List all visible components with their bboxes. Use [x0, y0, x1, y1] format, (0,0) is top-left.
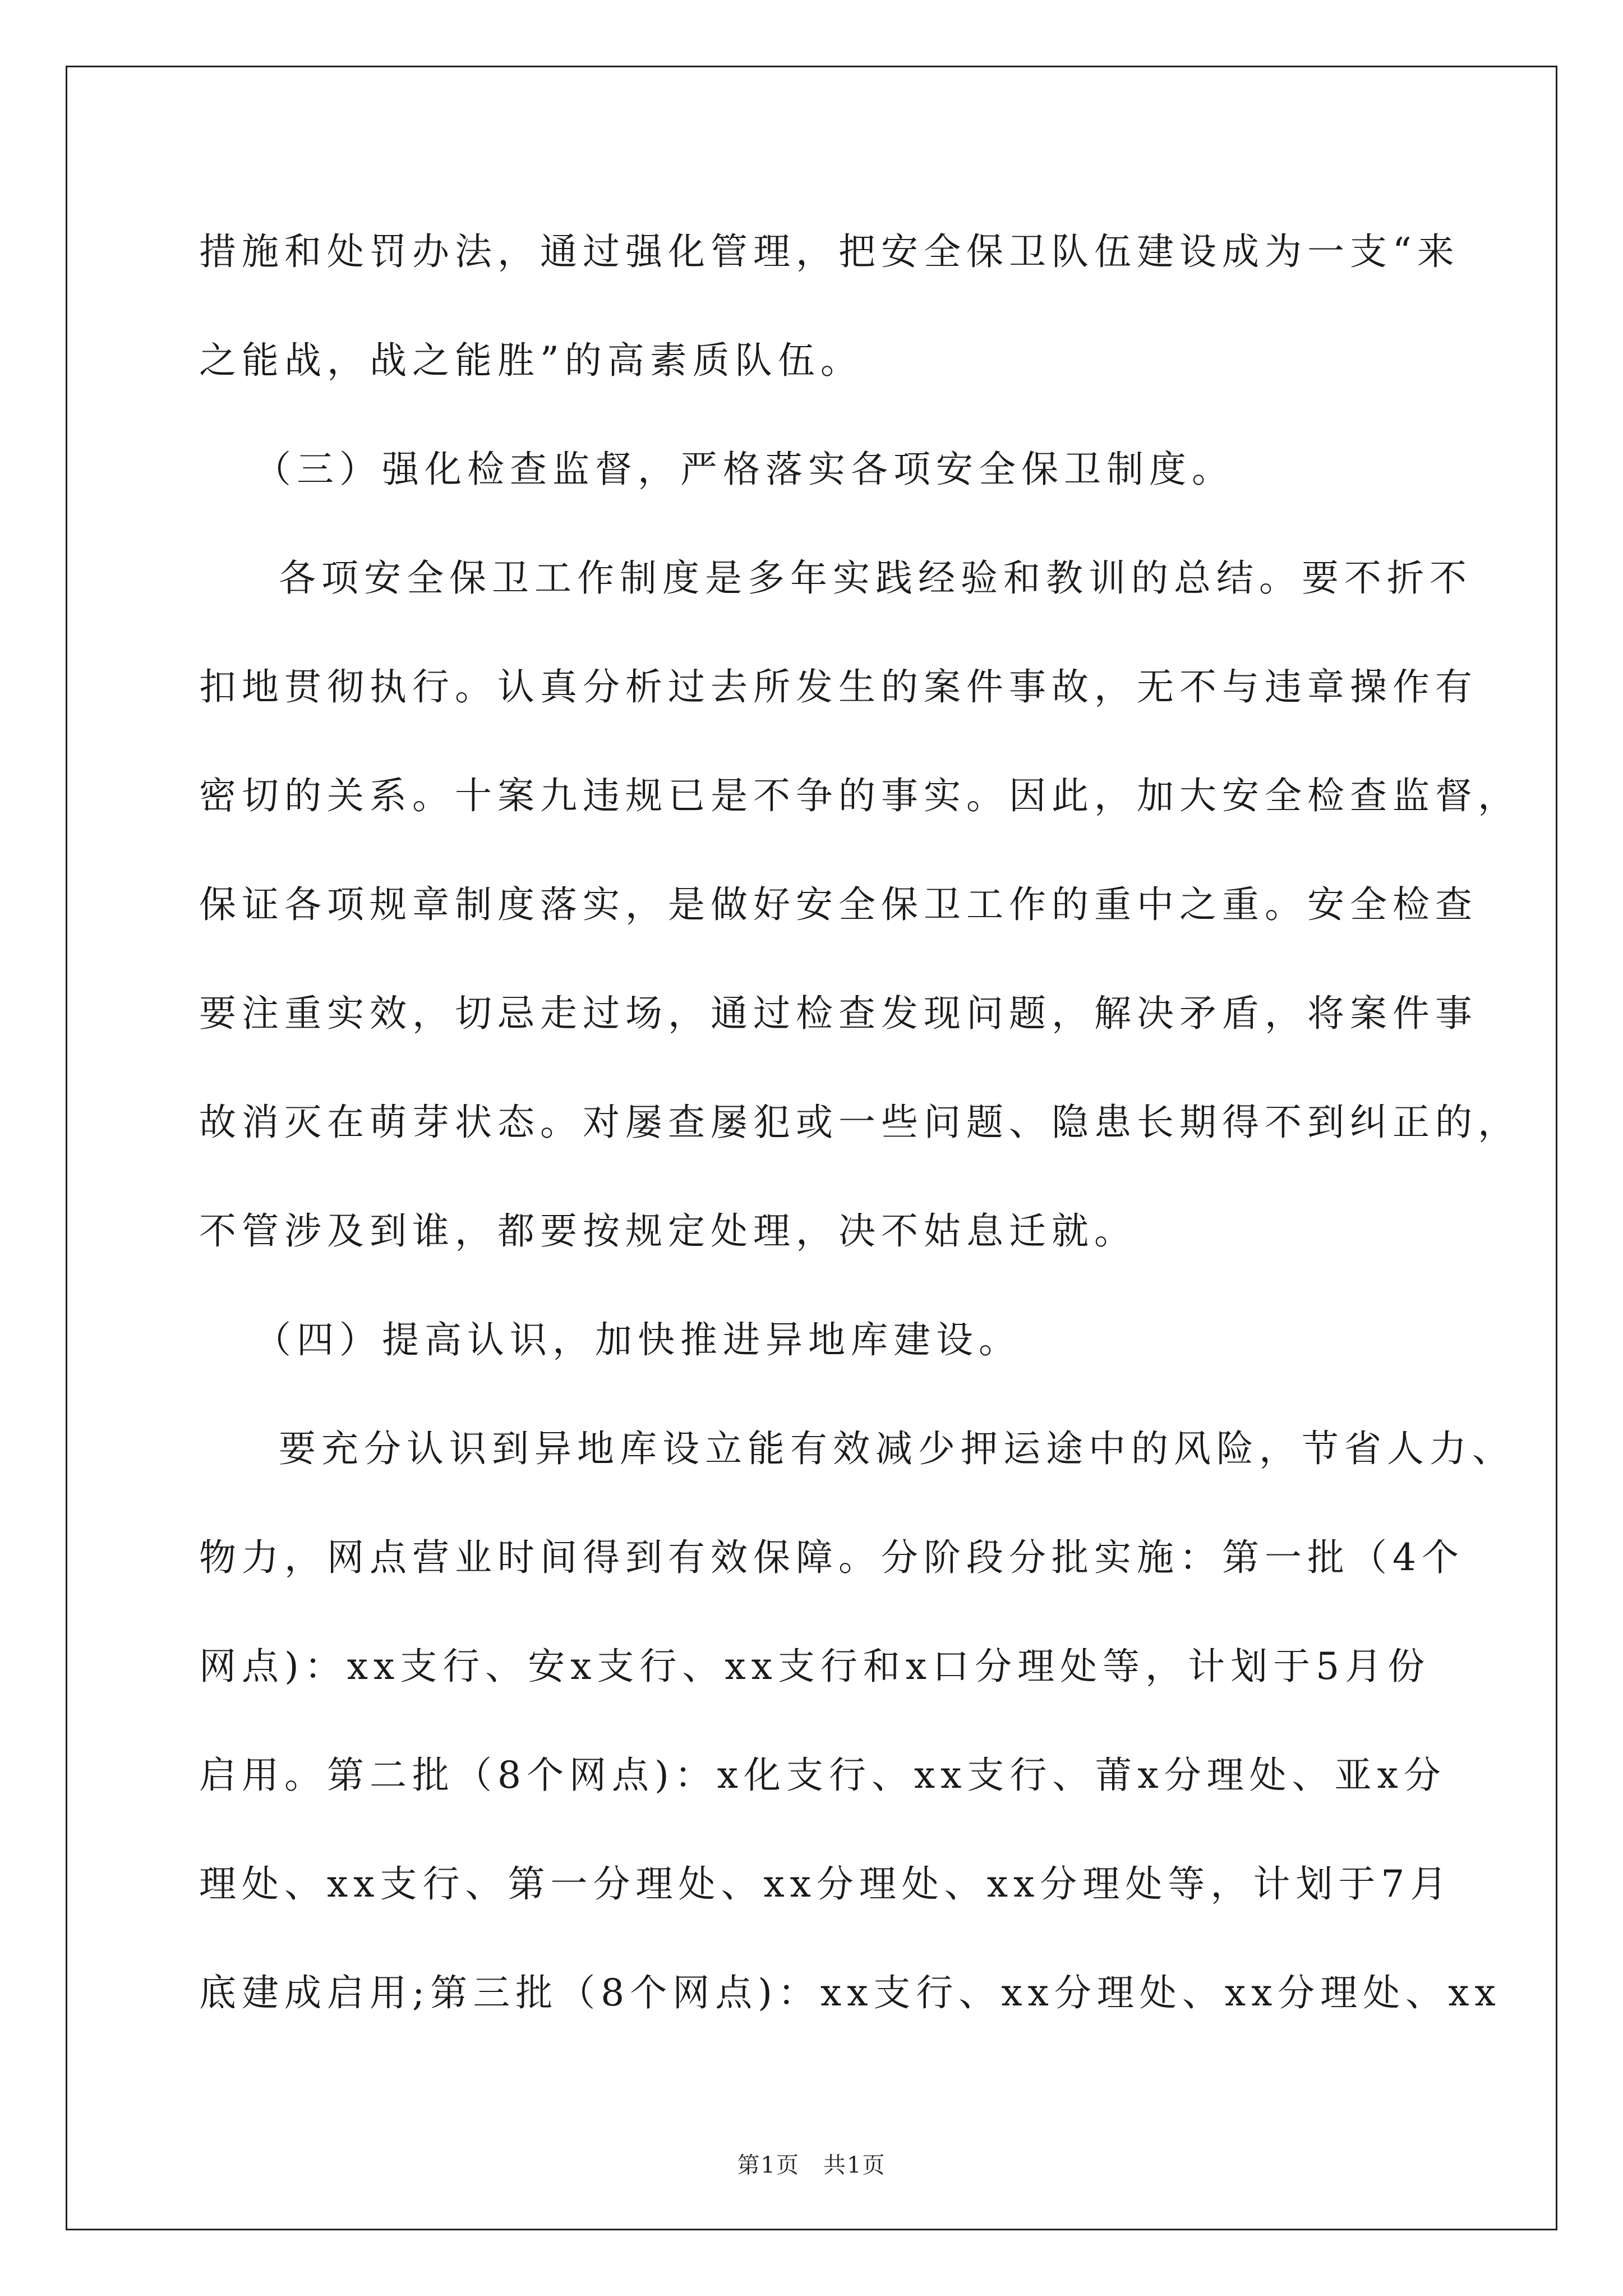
document-body — [199, 197, 1520, 2047]
page-number-footer: 第1页 共1页 — [737, 2152, 886, 2178]
body-line: 之能战，战之能胜”的高素质队伍。 — [199, 339, 863, 382]
section-heading: （四）提高认识，加快推进异地库建设。 — [254, 1318, 1021, 1361]
body-line: 底建成启用;第三批（8个网点)：xx支行、xx分理处、xx分理处、xx — [199, 1971, 1501, 2014]
body-line: 不管涉及到谁，都要按规定处理，决不姑息迁就。 — [199, 1209, 1137, 1253]
paragraph-first-line: 各项安全保卫工作制度是多年实践经验和教训的总结。要不折不 — [279, 556, 1472, 600]
section-heading: （三）强化检查监督，严格落实各项安全保卫制度。 — [254, 448, 1234, 491]
body-line: 密切的关系。十案九违规已是不争的事实。因此，加大安全检查监督， — [199, 774, 1520, 817]
body-line: 理处、xx支行、第一分理处、xx分理处、xx分理处等，计划于7月 — [199, 1862, 1453, 1906]
body-line: 启用。第二批（8个网点)：x化支行、xx支行、莆x分理处、亚x分 — [199, 1754, 1446, 1797]
body-line: 故消灭在萌芽状态。对屡查屡犯或一些问题、隐患长期得不到纠正的， — [199, 1101, 1520, 1144]
paragraph-first-line: 要充分认识到异地库设立能有效减少押运途中的风险，节省人力、 — [279, 1427, 1515, 1470]
body-line: 措施和处罚办法，通过强化管理，把安全保卫队伍建设成为一支“来 — [199, 230, 1460, 273]
body-line: 网点)：xx支行、安x支行、xx支行和x口分理处等，计划于5月份 — [199, 1645, 1431, 1688]
body-line: 扣地贯彻执行。认真分析过去所发生的案件事故，无不与违章操作有 — [199, 665, 1478, 708]
body-line: 保证各项规章制度落实，是做好安全保卫工作的重中之重。安全检查 — [199, 883, 1478, 926]
body-line: 要注重实效，切忌走过场，通过检查发现问题，解决矛盾，将案件事 — [199, 992, 1478, 1035]
body-line: 物力，网点营业时间得到有效保障。分阶段分批实施：第一批（4个 — [199, 1536, 1464, 1579]
